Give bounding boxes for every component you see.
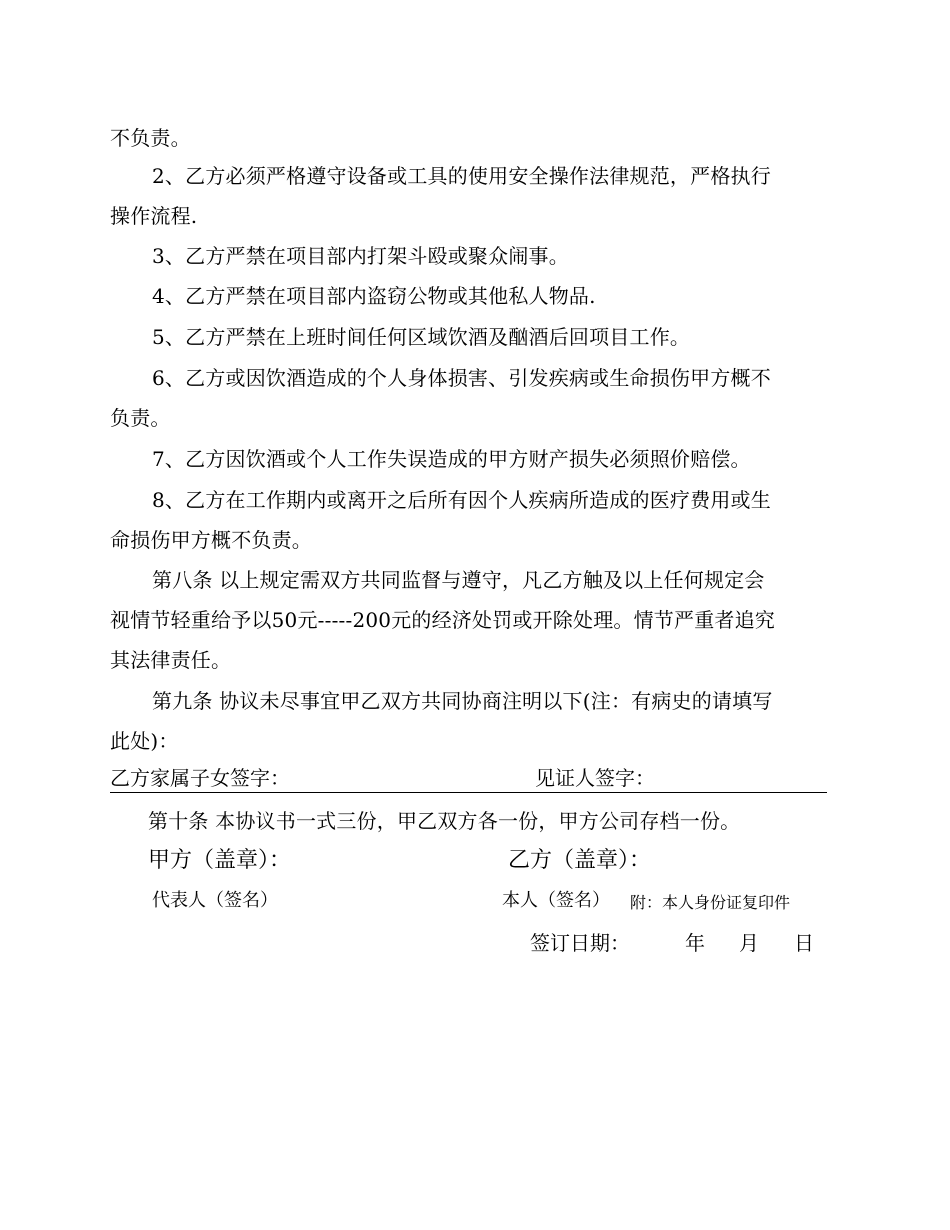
- article-ten: 第十条 本协议书一式三份，甲乙双方各一份，甲方公司存档一份。: [148, 809, 741, 833]
- paragraph-line: 第八条 以上规定需双方共同监督与遵守，凡乙方触及以上任何规定会: [152, 568, 765, 592]
- sign-date-day: 日: [794, 931, 814, 955]
- paragraph-line: 3、乙方严禁在项目部内打架斗殴或聚众闹事。: [152, 244, 569, 268]
- paragraph-line: 此处)：: [110, 729, 179, 753]
- paragraph-line: 命损伤甲方概不负责。: [110, 528, 312, 552]
- paragraph-line: 操作流程.: [110, 204, 198, 228]
- sign-date-year: 年: [685, 931, 705, 955]
- party-b-seal-label: 乙方（盖章）：: [508, 848, 652, 873]
- paragraph-line: 其法律责任。: [110, 648, 232, 672]
- paragraph-line: 2、乙方必须严格遵守设备或工具的使用安全操作法律规范，严格执行: [152, 164, 771, 188]
- paragraph-line: 5、乙方严禁在上班时间任何区域饮酒及酗酒后回项目工作。: [152, 325, 691, 349]
- witness-signature-label: 见证人签字：: [535, 766, 655, 790]
- family-signature-label: 乙方家属子女签字：: [110, 766, 290, 790]
- paragraph-line: 6、乙方或因饮酒造成的个人身体损害、引发疾病或生命损伤甲方概不: [152, 366, 771, 390]
- signature-line: [110, 766, 827, 793]
- paragraph-line: 第九条 协议未尽事宜甲乙双方共同协商注明以下(注：有病史的请填写: [152, 689, 773, 713]
- party-a-seal-label: 甲方（盖章）：: [148, 848, 292, 873]
- paragraph-line: 视情节轻重给予以50元-----200元的经济处罚或开除处理。情节严重者追究: [110, 608, 776, 632]
- sign-date-label: 签订日期：: [530, 931, 630, 955]
- party-a-rep-label: 代表人（签名）: [152, 890, 278, 911]
- paragraph-line: 不负责。: [110, 126, 191, 150]
- party-b-self-label: 本人（签名）: [502, 890, 610, 911]
- sign-date-month: 月: [739, 931, 759, 955]
- paragraph-line: 负责。: [110, 406, 171, 430]
- paragraph-line: 4、乙方严禁在项目部内盗窃公物或其他私人物品.: [152, 284, 596, 308]
- paragraph-line: 7、乙方因饮酒或个人工作失误造成的甲方财产损失必须照价赔偿。: [152, 447, 751, 471]
- paragraph-line: 8、乙方在工作期内或离开之后所有因个人疾病所造成的医疗费用或生: [152, 488, 771, 512]
- id-copy-note: 附：本人身份证复印件: [630, 893, 791, 912]
